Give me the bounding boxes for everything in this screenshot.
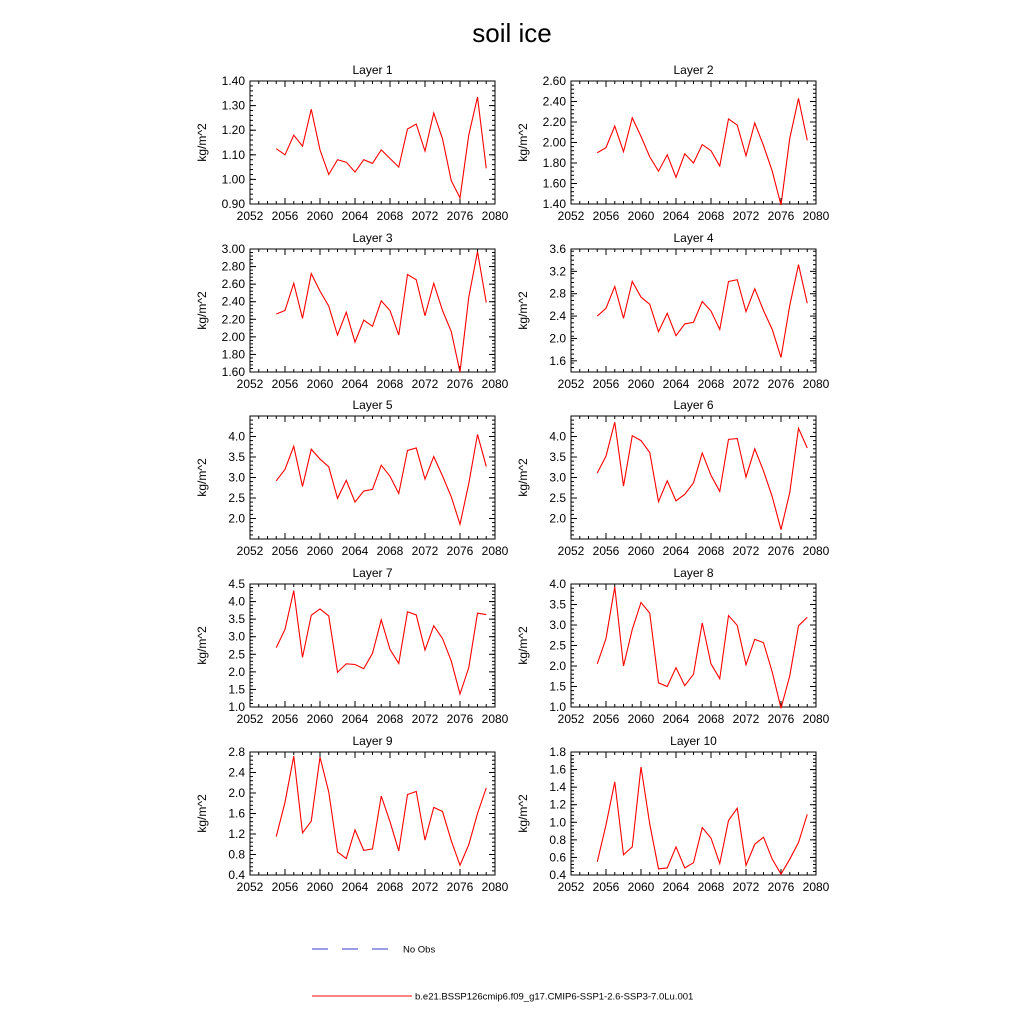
x-tick-label: 2064 (341, 209, 369, 223)
y-axis-label: kg/m^2 (195, 291, 209, 330)
legend-obs-label: No Obs (403, 944, 436, 956)
y-tick-label: 2.0 (228, 664, 245, 679)
y-tick-label: 0.4 (228, 868, 245, 882)
x-tick-label: 2080 (802, 209, 830, 223)
x-tick-label: 2052 (557, 880, 585, 894)
x-tick-label: 2052 (557, 209, 585, 223)
panel-title: Layer 6 (673, 398, 714, 412)
x-tick-label: 2064 (662, 209, 690, 223)
x-tick-label: 2060 (306, 880, 334, 894)
x-tick-label: 2080 (481, 209, 509, 223)
y-axis-label: kg/m^2 (516, 794, 530, 833)
x-tick-label: 2072 (732, 712, 760, 726)
y-axis-label: kg/m^2 (516, 123, 530, 162)
x-tick-label: 2056 (592, 209, 620, 223)
y-tick-label: 2.8 (228, 745, 245, 759)
panel-title: Layer 3 (352, 231, 393, 245)
y-tick-label: 3.0 (228, 629, 245, 644)
x-tick-label: 2080 (802, 544, 830, 558)
y-tick-label: 2.4 (549, 309, 566, 324)
x-tick-label: 2076 (446, 209, 474, 223)
y-tick-label: 2.60 (542, 74, 566, 88)
x-tick-label: 2060 (306, 209, 334, 223)
x-tick-label: 2068 (697, 377, 725, 391)
y-tick-label: 1.2 (549, 797, 566, 812)
x-tick-label: 2072 (411, 544, 439, 558)
y-tick-label: 2.00 (221, 329, 245, 344)
x-tick-label: 2076 (446, 544, 474, 558)
y-tick-label: 2.80 (221, 259, 245, 274)
x-tick-label: 2052 (236, 880, 264, 894)
y-tick-label: 1.0 (228, 700, 245, 714)
x-tick-label: 2080 (481, 712, 509, 726)
x-tick-label: 2056 (271, 544, 299, 558)
y-tick-label: 2.60 (221, 277, 245, 292)
x-tick-label: 2064 (341, 712, 369, 726)
x-tick-label: 2064 (341, 880, 369, 894)
y-tick-label: 3.0 (549, 470, 566, 485)
y-tick-label: 3.0 (228, 470, 245, 485)
y-tick-label: 1.4 (549, 780, 566, 795)
x-tick-label: 2080 (802, 377, 830, 391)
y-tick-label: 2.0 (228, 786, 245, 800)
y-tick-label: 1.20 (221, 123, 245, 138)
x-tick-label: 2080 (481, 377, 509, 391)
y-tick-label: 1.5 (549, 679, 566, 694)
panel-title: Layer 9 (352, 734, 393, 748)
x-tick-label: 2060 (627, 377, 655, 391)
y-tick-label: 1.6 (228, 806, 245, 821)
y-axis-label: kg/m^2 (516, 291, 530, 330)
x-tick-label: 2052 (557, 544, 585, 558)
y-tick-label: 0.6 (549, 850, 566, 865)
x-tick-label: 2080 (481, 544, 509, 558)
x-tick-label: 2056 (271, 377, 299, 391)
x-tick-label: 2060 (306, 544, 334, 558)
y-tick-label: 0.4 (549, 868, 566, 882)
y-tick-label: 1.0 (549, 815, 566, 830)
y-tick-label: 1.30 (221, 98, 245, 113)
x-tick-label: 2072 (411, 712, 439, 726)
y-axis-label: kg/m^2 (195, 458, 209, 497)
y-tick-label: 4.0 (549, 577, 566, 591)
y-tick-label: 1.40 (221, 74, 245, 88)
y-tick-label: 2.0 (549, 511, 566, 526)
x-tick-label: 2076 (767, 880, 795, 894)
y-tick-label: 1.80 (221, 347, 245, 362)
x-tick-label: 2068 (376, 544, 404, 558)
y-tick-label: 4.0 (228, 429, 245, 444)
y-tick-label: 1.0 (549, 700, 566, 714)
x-tick-label: 2060 (627, 880, 655, 894)
y-tick-label: 1.10 (221, 147, 245, 162)
panel-title: Layer 8 (673, 566, 714, 580)
y-axis-label: kg/m^2 (516, 458, 530, 497)
x-tick-label: 2064 (341, 377, 369, 391)
y-tick-label: 0.8 (228, 847, 245, 862)
panel-title: Layer 5 (352, 398, 393, 412)
x-tick-label: 2076 (767, 712, 795, 726)
x-tick-label: 2060 (627, 712, 655, 726)
x-tick-label: 2052 (557, 712, 585, 726)
y-tick-label: 2.0 (549, 659, 566, 673)
x-tick-label: 2060 (627, 544, 655, 558)
figure-title: soil ice (472, 18, 552, 48)
y-tick-label: 1.60 (542, 176, 566, 191)
x-tick-label: 2076 (767, 544, 795, 558)
y-tick-label: 1.8 (549, 745, 566, 759)
y-tick-label: 0.8 (549, 832, 566, 847)
panel-title: Layer 1 (352, 63, 393, 77)
y-tick-label: 3.5 (228, 612, 245, 627)
x-tick-label: 2064 (662, 712, 690, 726)
x-tick-label: 2064 (662, 880, 690, 894)
x-tick-label: 2076 (446, 712, 474, 726)
x-tick-label: 2068 (697, 712, 725, 726)
x-tick-label: 2056 (271, 880, 299, 894)
y-tick-label: 2.5 (549, 638, 566, 653)
x-tick-label: 2052 (557, 377, 585, 391)
x-tick-label: 2068 (697, 544, 725, 558)
x-tick-label: 2068 (376, 209, 404, 223)
x-tick-label: 2072 (732, 880, 760, 894)
x-tick-label: 2052 (236, 712, 264, 726)
y-axis-label: kg/m^2 (195, 123, 209, 162)
y-tick-label: 3.00 (221, 242, 245, 256)
y-tick-label: 4.0 (549, 429, 566, 444)
x-tick-label: 2052 (236, 209, 264, 223)
y-tick-label: 3.2 (549, 264, 566, 279)
x-tick-label: 2056 (592, 880, 620, 894)
y-tick-label: 2.5 (228, 647, 245, 662)
x-tick-label: 2080 (802, 880, 830, 894)
y-tick-label: 4.5 (228, 577, 245, 591)
y-tick-label: 1.5 (228, 682, 245, 697)
x-tick-label: 2064 (341, 544, 369, 558)
x-tick-label: 2064 (662, 544, 690, 558)
y-tick-label: 1.60 (221, 365, 245, 379)
y-tick-label: 2.20 (542, 115, 566, 129)
y-tick-label: 3.5 (228, 450, 245, 464)
panel-title: Layer 4 (673, 231, 714, 245)
panel-title: Layer 7 (352, 566, 393, 580)
x-tick-label: 2072 (732, 377, 760, 391)
y-tick-label: 1.80 (542, 156, 566, 170)
x-tick-label: 2068 (697, 880, 725, 894)
y-tick-label: 2.5 (228, 491, 245, 505)
y-tick-label: 0.90 (221, 197, 245, 211)
x-tick-label: 2072 (732, 209, 760, 223)
panel-title: Layer 10 (670, 734, 717, 748)
y-tick-label: 4.0 (228, 594, 245, 609)
y-tick-label: 3.5 (549, 597, 566, 612)
x-tick-label: 2076 (767, 209, 795, 223)
x-tick-label: 2064 (662, 377, 690, 391)
y-tick-label: 2.40 (542, 94, 566, 109)
x-tick-label: 2052 (236, 377, 264, 391)
y-tick-label: 2.00 (542, 135, 566, 150)
y-tick-label: 2.5 (549, 491, 566, 505)
x-tick-label: 2068 (376, 377, 404, 391)
x-tick-label: 2056 (271, 712, 299, 726)
x-tick-label: 2072 (732, 544, 760, 558)
y-axis-label: kg/m^2 (195, 794, 209, 833)
x-tick-label: 2060 (306, 712, 334, 726)
x-tick-label: 2076 (446, 880, 474, 894)
x-tick-label: 2068 (376, 880, 404, 894)
x-tick-label: 2056 (271, 209, 299, 223)
x-tick-label: 2056 (592, 377, 620, 391)
x-tick-label: 2072 (411, 377, 439, 391)
x-tick-label: 2060 (306, 377, 334, 391)
y-tick-label: 3.6 (549, 242, 566, 256)
y-tick-label: 2.4 (228, 765, 245, 780)
x-tick-label: 2072 (411, 209, 439, 223)
y-axis-label: kg/m^2 (516, 626, 530, 665)
x-tick-label: 2072 (411, 880, 439, 894)
x-tick-label: 2068 (697, 209, 725, 223)
x-tick-label: 2080 (802, 712, 830, 726)
y-tick-label: 2.8 (549, 286, 566, 301)
x-tick-label: 2052 (236, 544, 264, 558)
x-tick-label: 2060 (627, 209, 655, 223)
legend-model-label: b.e21.BSSP126cmip6.f09_g17.CMIP6-SSP1-2.6-SSP3-7.0Lu.001 (415, 991, 694, 1003)
y-tick-label: 3.0 (549, 618, 566, 632)
y-tick-label: 1.6 (549, 353, 566, 368)
y-tick-label: 2.40 (221, 294, 245, 309)
y-tick-label: 1.2 (228, 827, 245, 841)
panel-title: Layer 2 (673, 63, 714, 77)
y-tick-label: 2.20 (221, 312, 245, 327)
x-tick-label: 2056 (592, 544, 620, 558)
y-tick-label: 2.0 (549, 331, 566, 346)
y-axis-label: kg/m^2 (195, 626, 209, 665)
y-tick-label: 1.40 (542, 197, 566, 211)
y-tick-label: 1.6 (549, 762, 566, 777)
y-tick-label: 1.00 (221, 172, 245, 187)
y-tick-label: 3.5 (549, 450, 566, 464)
x-tick-label: 2076 (446, 377, 474, 391)
y-tick-label: 2.0 (228, 511, 245, 526)
x-tick-label: 2068 (376, 712, 404, 726)
x-tick-label: 2056 (592, 712, 620, 726)
x-tick-label: 2076 (767, 377, 795, 391)
x-tick-label: 2080 (481, 880, 509, 894)
